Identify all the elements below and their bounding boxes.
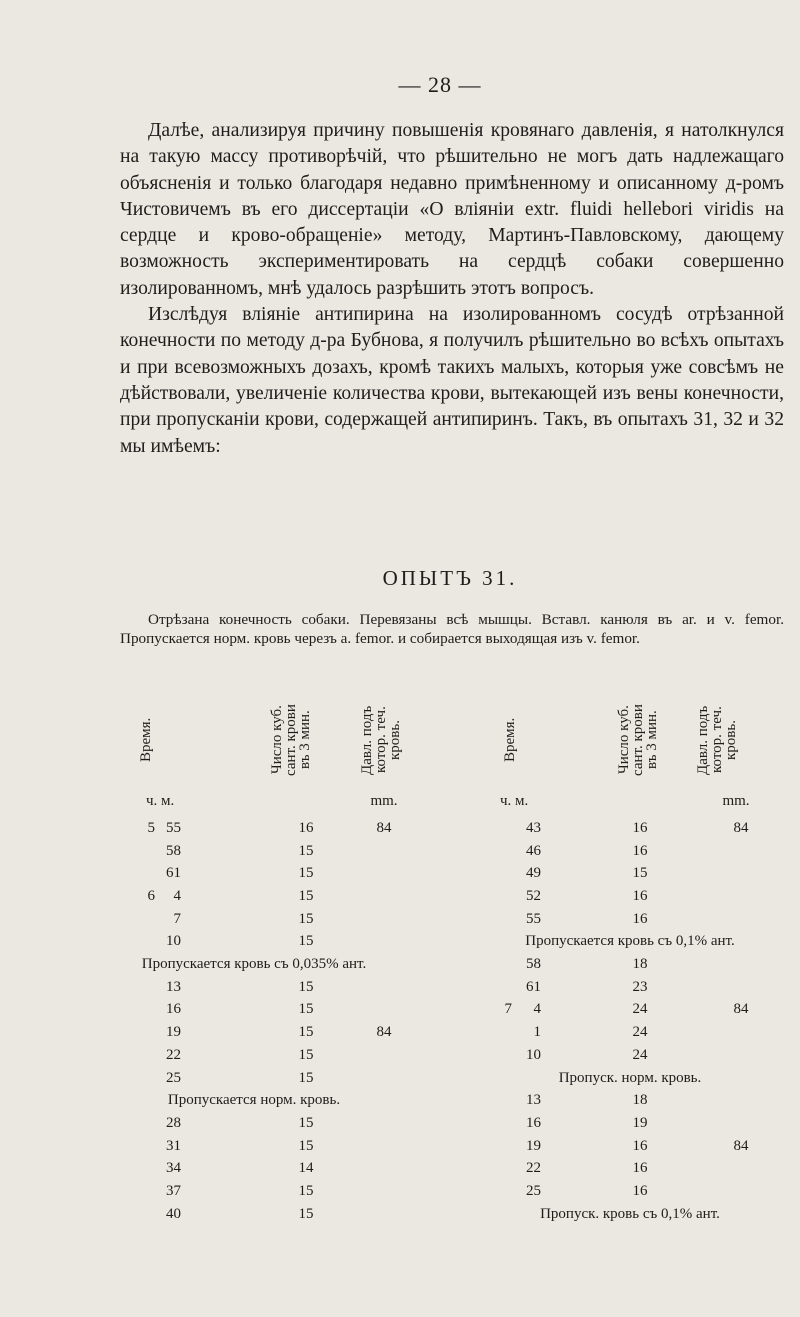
left-cell-volume: 16 xyxy=(298,820,314,836)
left-cell-volume: 15 xyxy=(298,910,314,927)
left-cell-hour: 6 xyxy=(147,888,155,904)
right-cell-minute: 58 xyxy=(526,956,541,973)
left-cell-minute: 4 xyxy=(173,888,181,904)
right-cell-volume: 19 xyxy=(632,1114,648,1131)
left-cell-minute: 16 xyxy=(166,1001,181,1018)
left-cell-volume: 15 xyxy=(298,1137,314,1154)
left-cell-minute: 58 xyxy=(166,842,181,859)
left-cell-volume: 15 xyxy=(298,1024,314,1041)
left-cell-minute: 31 xyxy=(166,1137,181,1154)
left-cell-volume: 15 xyxy=(298,1205,314,1222)
right-cell-volume: 16 xyxy=(632,820,648,836)
right-cell-volume: 16 xyxy=(632,888,648,904)
right-cell-minute: 25 xyxy=(526,1182,541,1199)
right-cell-minute: 19 xyxy=(526,1137,541,1154)
left-cell-minute: 34 xyxy=(166,1160,181,1177)
left-cell-minute: 55 xyxy=(166,820,181,836)
right-cell-minute: 43 xyxy=(526,820,541,836)
right-cell-volume: 16 xyxy=(632,910,648,927)
left-cell-volume: 15 xyxy=(298,1114,314,1131)
right-cell-volume: 23 xyxy=(632,978,648,995)
right-header-time: Время. xyxy=(502,717,518,763)
right-cell-volume: 16 xyxy=(632,1137,648,1154)
left-units-mm: mm. xyxy=(370,793,398,809)
right-cell-minute: 10 xyxy=(526,1046,541,1063)
right-cell-volume: 18 xyxy=(632,1092,648,1109)
left-cell-minute: 19 xyxy=(166,1024,181,1041)
right-cell-volume: 15 xyxy=(632,865,648,882)
right-cell-minute: 13 xyxy=(526,1092,541,1109)
right-cell-pressure: 84 xyxy=(733,1001,749,1018)
right-cell-minute: 22 xyxy=(526,1160,541,1177)
left-cell-volume: 15 xyxy=(298,888,314,904)
right-cell-minute: 4 xyxy=(533,1001,541,1018)
left-cell-volume: 15 xyxy=(298,865,314,882)
right-table-note: Пропуск. норм. кровь. xyxy=(558,1069,702,1086)
experiment-title: ОПЫТЪ 31. xyxy=(382,566,518,590)
right-cell-minute: 55 xyxy=(526,910,541,927)
right-table-note: Пропускается кровь съ 0,1% ант. xyxy=(525,933,735,950)
left-cell-minute: 22 xyxy=(166,1046,181,1063)
left-cell-minute: 40 xyxy=(166,1205,181,1222)
paragraph-1: Далѣе, анализируя причину повышенія кровянаго давленія, я натолкнулся на такую массу противорѣчій, что рѣшительно не могъ дать надлежащаго объясненія и только благодаря недавно примѣненному и описанному д-ромъ Чистовичемъ въ его диссертаціи «О вліяніи extr. fluidi helleborі viridis на сердце и крово-обращеніе» методу, Мартинъ-Павловскому, дающему возможность экспериментировать на сердцѣ собаки совершенно изолированномъ, мнѣ удалось разрѣшить этотъ вопросъ. xyxy=(120,120,784,299)
left-cell-hour: 5 xyxy=(147,820,155,836)
left-cell-minute: 10 xyxy=(166,933,181,950)
left-header-volume: Число куб. сант. крови въ 3 мин. xyxy=(269,704,313,776)
left-header-time: Время. xyxy=(138,717,154,763)
experiment-caption: Отрѣзана конечность собаки. Перевязаны всѣ мышцы. Вставл. канюля въ ar. и v. femor. Пропускается норм. кровь черезъ a. femor. и собирается выходящая изъ v. femor. xyxy=(120,611,784,647)
left-header-pressure: Давл. подъ котор. теч. кровь. xyxy=(359,705,403,775)
left-cell-volume: 15 xyxy=(298,1046,314,1063)
right-header-volume: Число куб. сант. крови въ 3 мин. xyxy=(616,704,660,776)
right-cell-pressure: 84 xyxy=(733,820,749,836)
left-cell-volume: 15 xyxy=(298,1001,314,1018)
left-cell-pressure: 84 xyxy=(376,820,392,836)
left-cell-minute: 61 xyxy=(166,865,181,882)
right-cell-volume: 16 xyxy=(632,1160,648,1177)
right-cell-volume: 24 xyxy=(632,1001,648,1018)
right-cell-volume: 16 xyxy=(632,842,648,859)
left-cell-minute: 7 xyxy=(173,910,181,927)
left-cell-volume: 15 xyxy=(298,842,314,859)
right-cell-minute: 49 xyxy=(526,865,541,882)
left-cell-volume: 14 xyxy=(298,1160,314,1177)
left-table-note: Пропускается норм. кровь. xyxy=(167,1092,341,1109)
right-cell-minute: 52 xyxy=(526,888,541,904)
right-header-pressure: Давл. подъ котор. теч. кровь. xyxy=(695,705,739,775)
left-cell-minute: 37 xyxy=(166,1182,181,1199)
right-cell-volume: 24 xyxy=(632,1046,648,1063)
left-cell-volume: 15 xyxy=(298,978,314,995)
paragraph-2: Изслѣдуя вліяніе антипирина на изолированномъ сосудѣ отрѣзанной конечности по методу д-ра Бубнова, я получилъ рѣшительно во всѣхъ опытахъ и при всевозможныхъ дозахъ, кромѣ такихъ малыхъ, которыя уже совсѣмъ не дѣйствовали, увеличеніе количества крови, вытекающей изъ вены конечности, при пропусканіи крови, содержащей антипиринъ. Такъ, въ опытахъ 31, 32 и 32 мы имѣемъ: xyxy=(120,304,784,457)
right-units-time: ч. м. xyxy=(500,793,529,809)
left-cell-volume: 15 xyxy=(298,933,314,950)
right-cell-minute: 1 xyxy=(533,1024,541,1041)
left-table-note: Пропускается кровь съ 0,035% ант. xyxy=(141,956,367,973)
right-table-note: Пропуск. кровь съ 0,1% ант. xyxy=(540,1205,720,1222)
left-cell-minute: 13 xyxy=(166,978,181,995)
page-number: — 28 — xyxy=(398,72,482,97)
body-text xyxy=(120,118,784,460)
left-cell-minute: 28 xyxy=(166,1114,181,1131)
right-cell-minute: 16 xyxy=(526,1114,541,1131)
left-cell-volume: 15 xyxy=(298,1182,314,1199)
right-cell-minute: 61 xyxy=(526,978,541,995)
left-cell-pressure: 84 xyxy=(376,1024,392,1041)
left-cell-minute: 25 xyxy=(166,1069,181,1086)
left-units-time: ч. м. xyxy=(146,793,175,809)
right-cell-pressure: 84 xyxy=(733,1137,749,1154)
right-cell-volume: 18 xyxy=(632,956,648,973)
right-cell-hour: 7 xyxy=(504,1001,512,1018)
right-cell-volume: 16 xyxy=(632,1182,648,1199)
right-units-mm: mm. xyxy=(722,793,750,809)
left-cell-volume: 15 xyxy=(298,1069,314,1086)
right-cell-volume: 24 xyxy=(632,1024,648,1041)
right-cell-minute: 46 xyxy=(526,842,541,859)
